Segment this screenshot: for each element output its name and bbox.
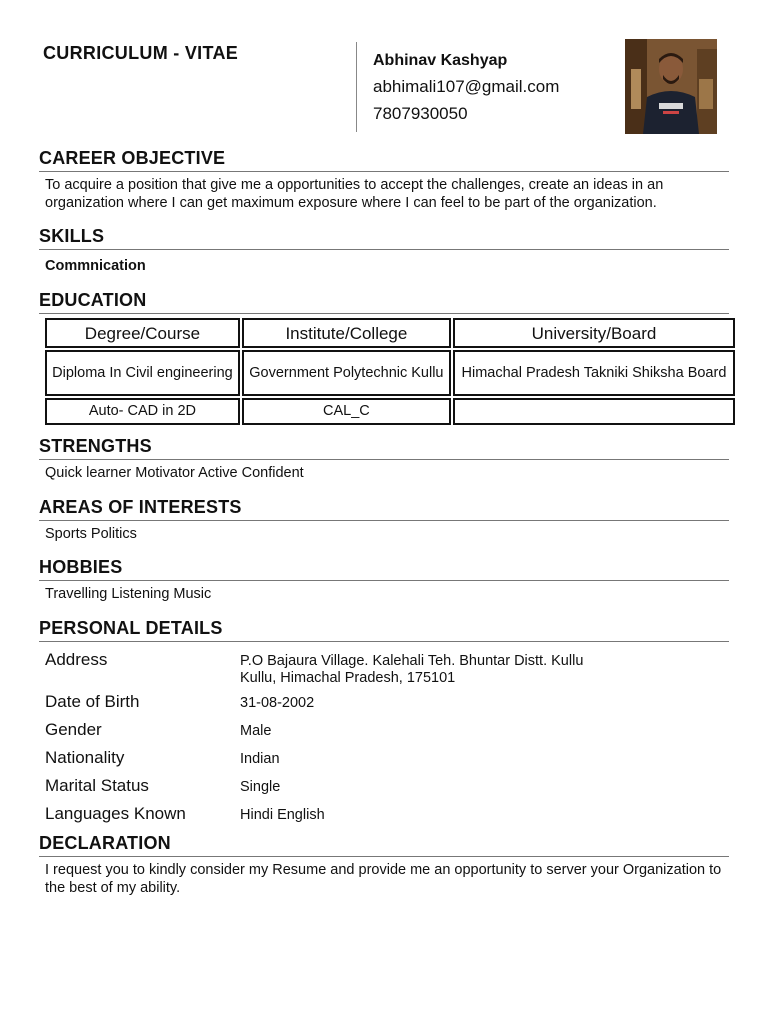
marital-row [39, 776, 729, 804]
declaration-heading: DECLARATION [39, 833, 729, 857]
document-title: CURRICULUM - VITAE [43, 43, 239, 63]
candidate-name: Abhinav Kashyap [373, 52, 508, 69]
nationality-row [39, 748, 729, 776]
table-cell: Government Polytechnic Kullu [242, 350, 451, 396]
address-label: Address [45, 650, 108, 669]
column-header: University/Board [453, 318, 735, 348]
table-cell [453, 398, 735, 425]
hobbies-heading: HOBBIES [39, 557, 729, 581]
skills-text: Commnication [45, 258, 146, 274]
email-text: abhimali107@gmail.com [373, 77, 560, 96]
skills-heading: SKILLS [39, 226, 729, 250]
declaration-section [39, 833, 729, 897]
personal-details-section [39, 618, 729, 832]
languages-label: Languages Known [45, 804, 186, 823]
education-table [43, 316, 737, 427]
personal-details-heading: PERSONAL DETAILS [39, 618, 729, 642]
address-row [39, 650, 729, 692]
strengths-section [39, 436, 729, 482]
table-header-row [45, 318, 735, 348]
career-objective-text: To acquire a position that give me a opportunities to accept the challenges, create an ideas in an organization where I can get maximum exposure where I can feel to be part of the organization. [45, 177, 664, 211]
marital-label: Marital Status [45, 776, 149, 795]
hobbies-text: Travelling Listening Music [45, 586, 212, 602]
header-divider [356, 42, 357, 132]
profile-photo [625, 39, 717, 134]
table-cell: Auto- CAD in 2D [45, 398, 240, 425]
dob-value: 31-08-2002 [240, 695, 315, 711]
gender-value: Male [240, 723, 272, 739]
education-section [39, 290, 729, 427]
languages-value: Hindi English [240, 807, 325, 823]
column-header: Institute/College [242, 318, 451, 348]
education-heading: EDUCATION [39, 290, 729, 314]
table-row [45, 398, 735, 425]
nationality-label: Nationality [45, 748, 125, 767]
address-value [240, 653, 583, 687]
column-header: Degree/Course [45, 318, 240, 348]
table-cell: Himachal Pradesh Takniki Shiksha Board [453, 350, 735, 396]
address-line-2: Kullu, Himachal Pradesh, 175101 [240, 670, 456, 686]
gender-row [39, 720, 729, 748]
table-cell: Diploma In Civil engineering [45, 350, 240, 396]
strengths-text: Quick learner Motivator Active Confident [45, 465, 304, 481]
interests-heading: AREAS OF INTERESTS [39, 497, 729, 521]
table-cell: CAL_C [242, 398, 451, 425]
phone-text: 7807930050 [373, 104, 468, 123]
table-row [45, 350, 735, 396]
career-objective-heading: CAREER OBJECTIVE [39, 148, 729, 172]
marital-value: Single [240, 779, 281, 795]
dob-label: Date of Birth [45, 692, 140, 711]
profile-photo-illustration [625, 39, 717, 134]
dob-row [39, 692, 729, 720]
gender-label: Gender [45, 720, 102, 739]
career-objective-section [39, 148, 729, 212]
declaration-text: I request you to kindly consider my Resume and provide me an opportunity to server your Organization to the best of my ability. [45, 862, 722, 896]
address-line-1: P.O Bajaura Village. Kalehali Teh. Bhuntar Distt. Kullu [240, 653, 584, 669]
interests-section [39, 497, 729, 543]
skills-section [39, 226, 729, 275]
strengths-heading: STRENGTHS [39, 436, 729, 460]
contact-block [373, 50, 559, 124]
hobbies-section [39, 557, 729, 603]
interests-text: Sports Politics [45, 526, 137, 542]
nationality-value: Indian [240, 751, 280, 767]
languages-row [39, 804, 729, 832]
